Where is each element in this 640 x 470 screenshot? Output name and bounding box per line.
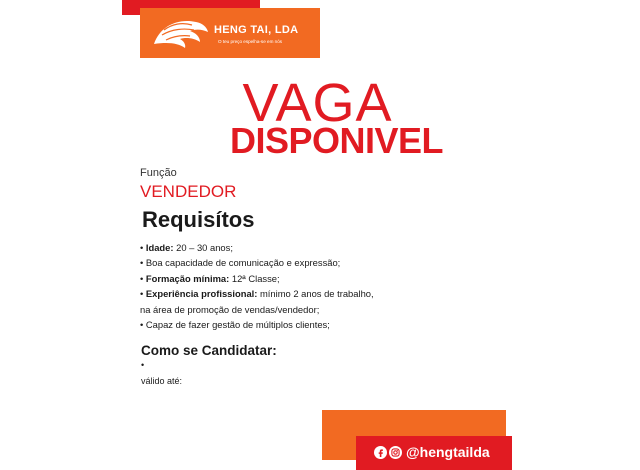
lion-logo-icon <box>150 14 210 50</box>
candidatar-bullet: • <box>141 360 145 370</box>
instagram-icon[interactable] <box>389 446 402 459</box>
list-item: • Boa capacidade de comunicação e expressão; <box>140 257 341 269</box>
list-item: • Formação mínima: 12ª Classe; <box>140 272 280 284</box>
brand-tagline: O teu preço espelha-se em nós <box>218 39 283 44</box>
list-item: • Experiência profissional: mínimo 2 anos de trabalho, <box>140 288 374 300</box>
list-item: • Capaz de fazer gestão de múltiplos clientes; <box>140 319 330 331</box>
list-item: • Idade: 20 – 30 anos; <box>140 242 233 253</box>
list-item: na área de promoção de vendas/vendedor; <box>140 303 320 315</box>
valido-ate-label: válido até: <box>141 376 183 386</box>
social-handle[interactable]: @hengtailda <box>406 444 490 460</box>
title-disponivel: DISPONIVEL <box>230 120 444 161</box>
requisitos-title: Requisítos <box>142 207 255 232</box>
social-icons <box>374 446 402 459</box>
requisitos-list <box>140 240 440 332</box>
title-vaga: VAGA <box>242 73 393 133</box>
funcao-value: VENDEDOR <box>140 182 237 201</box>
candidatar-title: Como se Candidatar: <box>141 343 277 358</box>
brand-name: HENG TAI, LDA <box>214 24 299 36</box>
funcao-label: Função <box>140 167 177 179</box>
facebook-icon[interactable] <box>374 446 387 459</box>
